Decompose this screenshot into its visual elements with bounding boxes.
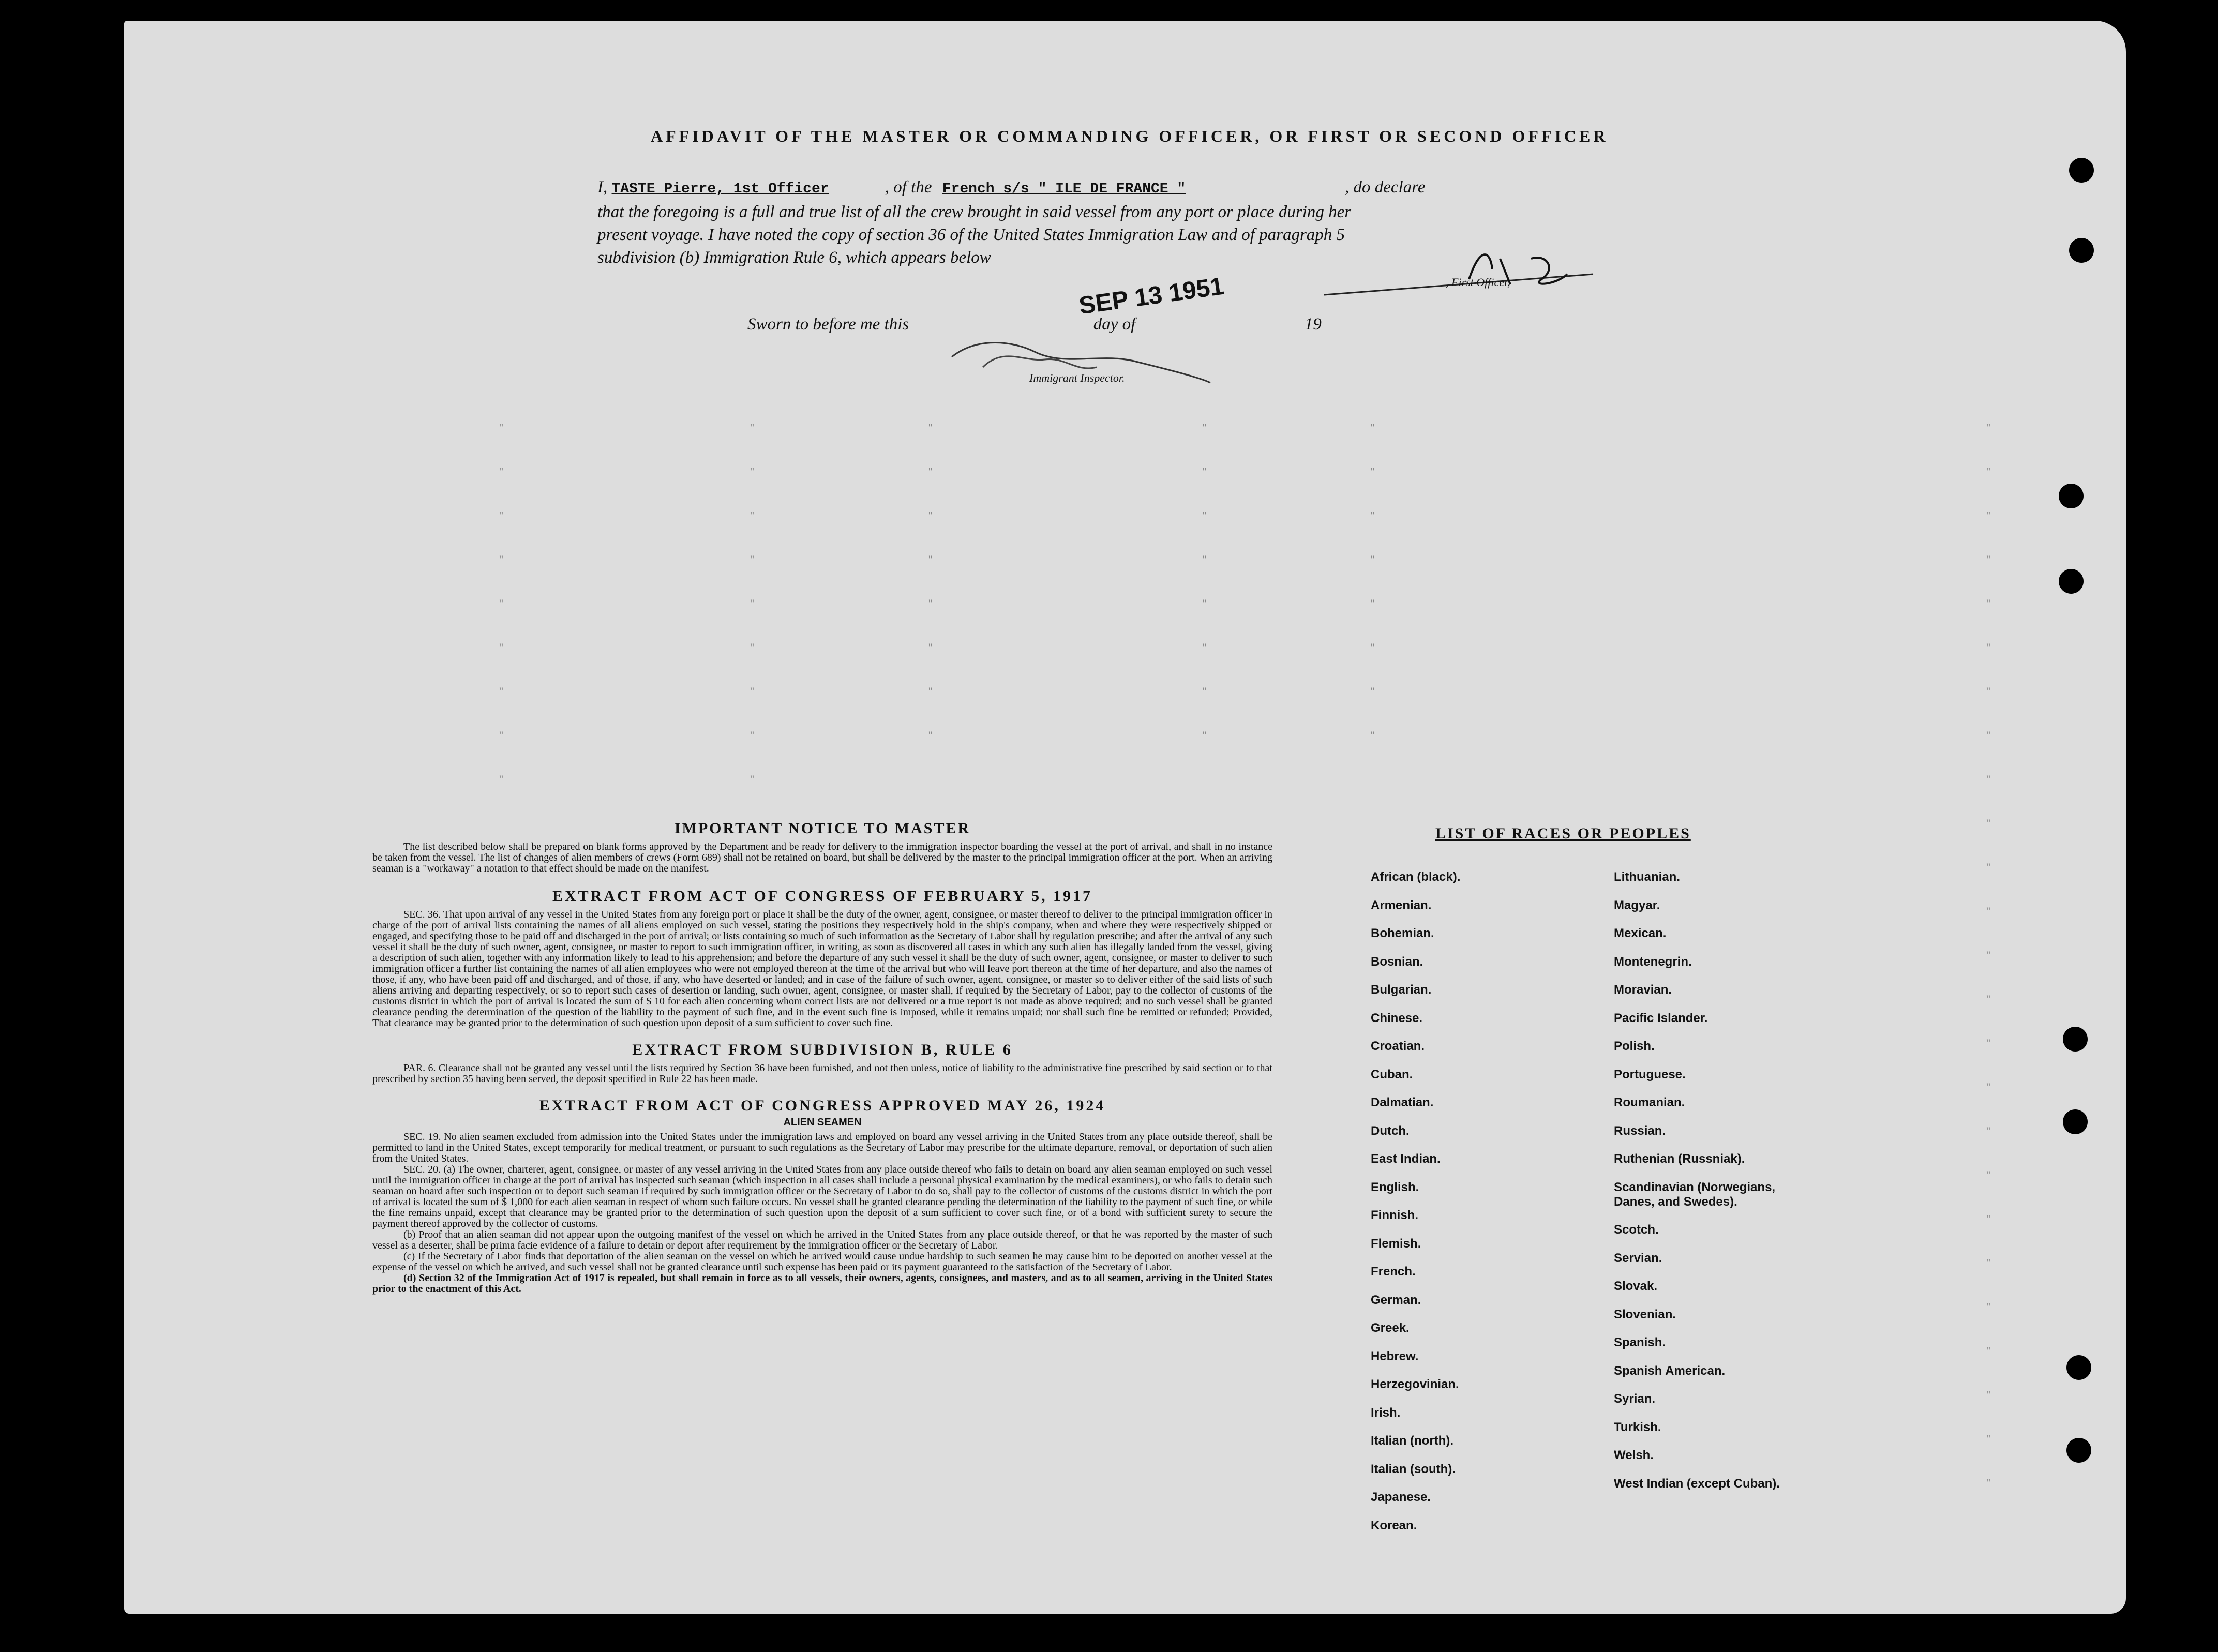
race-item: English. bbox=[1371, 1180, 1419, 1194]
affidavit-line-3: present voyage. I have noted the copy of section 36 of the United States Immigration Law and of paragraph 5 bbox=[597, 226, 1345, 244]
extract-1917-title: EXTRACT FROM ACT OF CONGRESS OF FEBRUARY 5, 1917 bbox=[552, 888, 1093, 905]
race-item: Herzegovinian. bbox=[1371, 1377, 1459, 1391]
race-item: German. bbox=[1371, 1293, 1421, 1307]
binder-hole bbox=[2066, 1355, 2091, 1380]
race-item: Korean. bbox=[1371, 1518, 1417, 1533]
binder-hole bbox=[2069, 238, 2094, 263]
race-item: Greek. bbox=[1371, 1321, 1410, 1335]
race-item: Spanish. bbox=[1614, 1335, 1666, 1349]
race-item: Spanish American. bbox=[1614, 1363, 1726, 1378]
rule6-title: EXTRACT FROM SUBDIVISION B, RULE 6 bbox=[632, 1041, 1013, 1058]
officer-signature bbox=[1314, 238, 1603, 300]
race-item: Scotch. bbox=[1614, 1223, 1659, 1237]
officer-caption: , First Officer, bbox=[1446, 276, 1510, 289]
affidavit-prefix: I, bbox=[597, 178, 608, 197]
race-item: Scandinavian (Norwegians, Danes, and Swedes). bbox=[1614, 1180, 1776, 1209]
race-item: Magyar. bbox=[1614, 898, 1660, 912]
race-item: Italian (north). bbox=[1371, 1434, 1453, 1448]
race-item: Russian. bbox=[1614, 1123, 1666, 1138]
races-right-column bbox=[1614, 870, 1800, 1505]
race-item: Dutch. bbox=[1371, 1123, 1410, 1138]
races-left-column bbox=[1371, 870, 1460, 1546]
sec20a-text: SEC. 20. (a) The owner, charterer, agent, consignee, or master of any vessel arriving in the United States from any place outside thereof who fails to detain on board any alien seaman employed on such vessel until the immigration officer in charge at the port of arrival has inspected such seaman (which inspection in all cases shall include a personal physical examination by the medical examiners), or who fails to detain such seaman on board after such inspection or to deport such seaman if required by such immigration officer or the Secretary of Labor to do so, shall pay to the collector of customs of the customs district in which the port of arrival is located the sum of $ 1,000 for each alien seaman in respect of whom such failure occurs. No vessel shall be granted clearance pending the determination of the liability to the payment of such fine, or while the fine remains unpaid, except that clearance may be granted prior to the determination of such question upon the deposit of a sum sufficient to cover such fine, or of a bond with sufficient surety to secure the payment thereof approved by the collector of customs. bbox=[372, 1164, 1272, 1229]
binder-hole bbox=[2059, 484, 2084, 508]
date-stamp: SEP 13 1951 bbox=[1077, 272, 1226, 320]
left-notice-column bbox=[372, 820, 1272, 1295]
inspector-caption: Immigrant Inspector. bbox=[1029, 371, 1125, 384]
race-item: Bosnian. bbox=[1371, 954, 1423, 969]
race-item: Pacific Islander. bbox=[1614, 1011, 1708, 1025]
race-item: Slovak. bbox=[1614, 1279, 1658, 1293]
race-item: Bulgarian. bbox=[1371, 983, 1432, 997]
race-item: French. bbox=[1371, 1265, 1416, 1279]
extract-1924-title: EXTRACT FROM ACT OF CONGRESS APPROVED MAY 26, 1924 bbox=[539, 1097, 1106, 1114]
affidavit-line-4: subdivision (b) Immigration Rule 6, which appears below bbox=[597, 248, 991, 267]
sworn-year: 19 bbox=[1304, 315, 1322, 334]
race-item: Slovenian. bbox=[1614, 1307, 1676, 1321]
race-item: East Indian. bbox=[1371, 1152, 1441, 1166]
affidavit-body bbox=[597, 176, 1425, 269]
notice-text: The list described below shall be prepared on blank forms approved by the Department and be ready for delivery to the immigration inspector boarding the vessel at the port of arrival, and shall in no instance be taken from the vessel. The list of changes of alien members of crews (Form 689) shall not be retained on board, but shall be delivered by the master to the principal immigration officer at the port. When an arriving seaman is a "workaway" a notation to that effect should be made on the manifest. bbox=[372, 841, 1272, 874]
affidavit-of: , of the bbox=[885, 178, 932, 197]
rule6-text: PAR. 6. Clearance shall not be granted any vessel until the lists required by Section 36 have been furnished, and not then unless, notice of liability to the administrative fine prescribed by said section or to that prescribed by section 35 having been served, the deposit specified in Rule 22 has been made. bbox=[372, 1062, 1272, 1085]
race-item: Irish. bbox=[1371, 1405, 1401, 1420]
race-item: Welsh. bbox=[1614, 1448, 1654, 1462]
races-title: LIST OF RACES OR PEOPLES bbox=[1435, 825, 1691, 842]
race-item: Roumanian. bbox=[1614, 1095, 1685, 1109]
race-item: Moravian. bbox=[1614, 983, 1672, 997]
race-item: Hebrew. bbox=[1371, 1349, 1419, 1363]
alien-seamen-subtitle: ALIEN SEAMEN bbox=[783, 1117, 862, 1128]
race-item: Portuguese. bbox=[1614, 1067, 1686, 1082]
binder-hole bbox=[2059, 569, 2084, 594]
race-item: Chinese. bbox=[1371, 1011, 1423, 1025]
binder-hole bbox=[2063, 1109, 2088, 1134]
race-item: Lithuanian. bbox=[1614, 870, 1680, 884]
officer-name: TASTE Pierre, 1st Officer bbox=[611, 181, 829, 197]
sec19-text: SEC. 19. No alien seamen excluded from admission into the United States under the immigration laws and employed on board any vessel arriving in the United States from any place outside thereof, shall be permitted to land in the United States, except temporarily for medical treatment, or pursuant to such regulations as the Secretary of Labor may prescribe for the ultimate departure, removal, or deportation of such alien from the United States. bbox=[372, 1131, 1272, 1164]
race-item: Croatian. bbox=[1371, 1039, 1425, 1053]
race-item: Armenian. bbox=[1371, 898, 1432, 912]
binder-hole bbox=[2063, 1027, 2088, 1052]
race-item: Ruthenian (Russniak). bbox=[1614, 1152, 1745, 1166]
race-item: Japanese. bbox=[1371, 1490, 1431, 1504]
race-item: Polish. bbox=[1614, 1039, 1655, 1053]
affidavit-line-2: that the foregoing is a full and true list of all the crew brought in said vessel from any port or place during her bbox=[597, 203, 1352, 221]
extract-1917-text: SEC. 36. That upon arrival of any vessel in the United States from any foreign port or place it shall be the duty of the owner, agent, consignee, or master thereof to deliver to the principal immigration officer in charge of the port of arrival lists containing the names of all aliens employed on such vessel, stating the positions they respectively hold in the ship's company, when and where they were respectively shipped or engaged, and specifying those to be paid off and discharged in the port of arrival; or lists containing so much of such information as the Secretary of Labor shall by regulation prescribe; and after the arrival of any such vessel it shall be the duty of such owner, agent, consignee, or master to report to such immigration officer, in writing, as soon as discovered all cases in which any such alien has illegally landed from the vessel, giving a description of such alien, together with any information likely to lead to his apprehension; and before the departure of any such vessel it shall be the duty of such owner, agent, consignee, or master to deliver to such immigration officer a further list containing the names of all alien employees who were not employed thereon at the time of the arrival but who will leave port thereon at the time of her departure, and also the names of those, if any, who have been paid off and discharged, and of those, if any, who have deserted or landed; and in case of the failure of such owner, agent, consignee, or master so to deliver either of the said lists of such aliens arriving and departing respectively, or so to report such cases of desertion or landing, such owner, agent, consignee, or master shall, if required by the Secretary of Labor, pay to the collector of customs of the customs district in which the port of arrival is located the sum of $ 10 for each alien concerning whom correct lists are not delivered or a true report is not made as above required; and no such vessel shall be granted clearance pending the determination of the question of the liability to the payment of such fine, and in the event such fine is imposed, while it remains unpaid; nor shall such fine be remitted or refunded; Provided, That clearance may be granted prior to the determination of such question upon deposit of a sum sufficient to cover such fine. bbox=[372, 909, 1272, 1029]
race-item: Bohemian. bbox=[1371, 926, 1434, 940]
race-item: Flemish. bbox=[1371, 1236, 1421, 1251]
sec20b-text: (b) Proof that an alien seaman did not appear upon the outgoing manifest of the vessel on which he arrived in the United States from any place outside thereof, or that he was reported by the master of such vessel as a deserter, shall be prima facie evidence of a failure to detain or deport after requirement by the immigration officer or the Secretary of Labor. bbox=[372, 1229, 1272, 1251]
race-item: Turkish. bbox=[1614, 1420, 1661, 1434]
race-item: Servian. bbox=[1614, 1251, 1662, 1265]
race-item: African (black). bbox=[1371, 870, 1461, 884]
sec20c-text: (c) If the Secretary of Labor finds that deportation of the alien seaman on the vessel on which he arrived would cause undue hardship to such seamen he may cause him to be deported on another vessel at the expense of the vessel on which he arrived, and such vessel shall not be granted clearance until such expense has been paid or its payment guaranteed to the satisfaction of the Secretary of Labor. bbox=[372, 1251, 1272, 1273]
race-item: Italian (south). bbox=[1371, 1462, 1456, 1476]
binder-hole bbox=[2066, 1438, 2091, 1463]
race-item: Mexican. bbox=[1614, 926, 1667, 940]
manifest-page: AFFIDAVIT OF THE MASTER OR COMMANDING OFFICER, OR FIRST OR SECOND OFFICER I, TASTE Pierre, 1st Officer , of the French s/s " ILE DE FRANCE " , do declare that the foregoing is a full and true list of all the crew brought in said vessel from any port or place during her present voyage. I have noted the copy of section 36 of the United States Immigration Law and of paragraph 5 subdivision (b) Immigration Rule 6, which appears below , First Officer, SEP 13 1951 Sworn to before me this day of 19 Immigrant Inspector. " " " " " " " " " " " " " " " " " " " " " " " " " " " " " " " " " " " " " " " " " " " " " " " " " " " " " " " " " " " " " " " " " " " IMPORTANT NOTICE TO MASTER The list described below shall be prepared on blank forms approved by the Department and be ready for delivery to the immigration inspector boarding the vessel at the port of arrival, and shall in no instance be taken from the vessel. The list of changes of alien members of crews (Form 689) shall not be retained on board, but shall be delivered by the master to the principal immigration officer at the port. When an arriving seaman is a "workaway" a notation to that effect should be made on the manifest. EXTRACT FROM ACT OF CONGRESS OF FEBRUARY 5, 1917 SEC. 36. That upon arrival of any vessel in the United States from any foreign port or place it shall be the duty of the owner, agent, consignee, or master thereof to deliver to the principal immigration officer in charge of the port of arrival lists containing the names of all aliens employed on such vessel, stating the positions they respectively hold in the ship's company, when and where they were respectively shipped or engaged, and specifying those to be paid off and discharged in the port of arrival; or lists containing so much of such information as the Secretary of Labor shall by regulation prescribe; and after the arrival of any such vessel it shall be the duty of such owner, agent, consignee, or master to report to such immigration officer, in writing, as soon as discovered all cases in which any such alien has illegally landed from the vessel, giving a description of such alien, together with any information likely to lead to his apprehension; and before the departure of any such vessel it shall be the duty of such owner, agent, consignee, or master to deliver to such immigration officer a further list containing the names of all alien employees who were not employed thereon at the time of the arrival but who will leave port thereon at the time of her departure, and also the names of those, if any, who have been paid off and discharged, and of those, if any, who have deserted or landed; and in case of the failure of such owner, agent, consignee, or master so to deliver either of the said lists of such aliens arriving and departing respectively, or so to report such cases of desertion or landing, such owner, agent, consignee, or master shall, if required by the Secretary of Labor, pay to the collector of customs of the customs district in which the port of arrival is located the sum of $ 10 for each alien concerning whom correct lists are not delivered or a true report is not made as above required; and no such vessel shall be granted clearance pending the determination of the question of the liability to the payment of such fine, and in the event such fine is imposed, while it remains unpaid; nor shall such fine be remitted or refunded; Provided, That clearance may be granted prior to the determination of such question upon deposit of a sum sufficient to cover such fine. EXTRACT FROM SUBDIVISION B, RULE 6 PAR. 6. Clearance shall not be granted any vessel until the lists required by Section 36 have been furnished, and not then unless, notice of liability to the administrative fine prescribed by said section or to that prescribed by section 35 having been served, the deposit specified in Rule 22 has been made. EXTRACT FROM ACT OF CONGRESS APPROVED MAY 26, 1924 ALIEN SEAMEN SEC. 19. No alien seamen excluded from admission into the United States under the immigration laws and employed on board any vessel arriving in the United States from any place outside thereof, shall be permitted to land in the United States, except temporarily for medical treatment, or pursuant to such regulations as the Secretary of Labor may prescribe for the ultimate departure, removal, or deportation of such alien from the United States. SEC. 20. (a) The owner, charterer, agent, consignee, or master of any vessel arriving in the United States from any place outside thereof who fails to detain on board any alien seaman employed on such vessel until the immigration officer in charge at the port of arrival has inspected such seaman (which inspection in all cases shall include a personal physical examination by the medical examiners), or who fails to detain such seaman on board after such inspection or to deport such seaman if required by such immigration officer or the Secretary of Labor to do so, shall pay to the collector of customs of the customs district in which the port of arrival is located the sum of $ 1,000 for each alien seaman in respect of whom such failure occurs. No vessel shall be granted clearance pending the determination of the liability to the payment of such fine, or while the fine remains unpaid, except that clearance may be granted prior to the determination of such question upon the deposit of a sum sufficient to cover such fine, or of a bond with sufficient surety to secure the payment thereof approved by the collector of customs. (b) Proof that an alien seaman did not appear upon the outgoing manifest of the vessel on which he arrived in the United States from any place outside thereof, or that he was reported by the master of such vessel as a deserter, shall be prima facie evidence of a failure to detain or deport after requirement by the immigration officer or the Secretary of Labor. (c) If the Secretary of Labor finds that deportation of the alien seaman on the vessel on which he arrived would cause undue hardship to such seamen he may cause him to be deported on another vessel at the expense of the vessel on which he arrived, and such vessel shall not be granted clearance until such expense has been paid or its payment guaranteed to the satisfaction of the Secretary of Labor. (d) Section 32 of the Immigration Act of 1917 is repealed, but shall remain in force as to all vessels, their owners, agents, consignees, and masters, and as to all seamen, arriving in the United States prior to the enactment of this Act. LIST OF RACES OR PEOPLES African (black). Armenian. Bohemian. Bosnian. Bulgarian. Chinese. Croatian. Cuban. Dalmatian. Dutch. East Indian. English. Finnish. Flemish. French. German. Greek. Hebrew. Herzegovinian. Irish. Italian (north). Italian (south). Japanese. Korean. Lithuanian. Magyar. Mexican. Montenegrin. Moravian. Pacific Islander. Polish. Portuguese. Roumanian. Russian. Ruthenian (Russniak). Scandinavian (Norwegians, Danes, and Swedes). Scotch. Servian. Slovak. Slovenian. Spanish. Spanish American. Syrian. Turkish. Welsh. West Indian (except Cuban). bbox=[124, 21, 2126, 1614]
binder-hole bbox=[2069, 158, 2094, 183]
vessel-name: French s/s " ILE DE FRANCE " bbox=[942, 181, 1186, 197]
affidavit-line-1 bbox=[597, 176, 1425, 201]
race-item: Montenegrin. bbox=[1614, 954, 1692, 969]
race-item: Dalmatian. bbox=[1371, 1095, 1434, 1109]
race-item: Cuban. bbox=[1371, 1067, 1413, 1082]
race-item: Syrian. bbox=[1614, 1392, 1656, 1406]
race-item: West Indian (except Cuban). bbox=[1614, 1476, 1780, 1491]
sworn-prefix: Sworn to before me this bbox=[747, 315, 909, 334]
affidavit-declare: , do declare bbox=[1344, 178, 1426, 197]
affidavit-title: AFFIDAVIT OF THE MASTER OR COMMANDING OFFICER, OR FIRST OR SECOND OFFICER bbox=[651, 127, 1609, 145]
sec20d-text: (d) Section 32 of the Immigration Act of 1917 is repealed, but shall remain in force as to all vessels, their owners, agents, consignees, and masters, and as to all seamen, arriving in the United States prior to the enactment of this Act. bbox=[372, 1272, 1272, 1295]
race-item: Finnish. bbox=[1371, 1208, 1418, 1222]
notice-title: IMPORTANT NOTICE TO MASTER bbox=[674, 820, 971, 837]
sworn-day: day of bbox=[1093, 315, 1136, 334]
